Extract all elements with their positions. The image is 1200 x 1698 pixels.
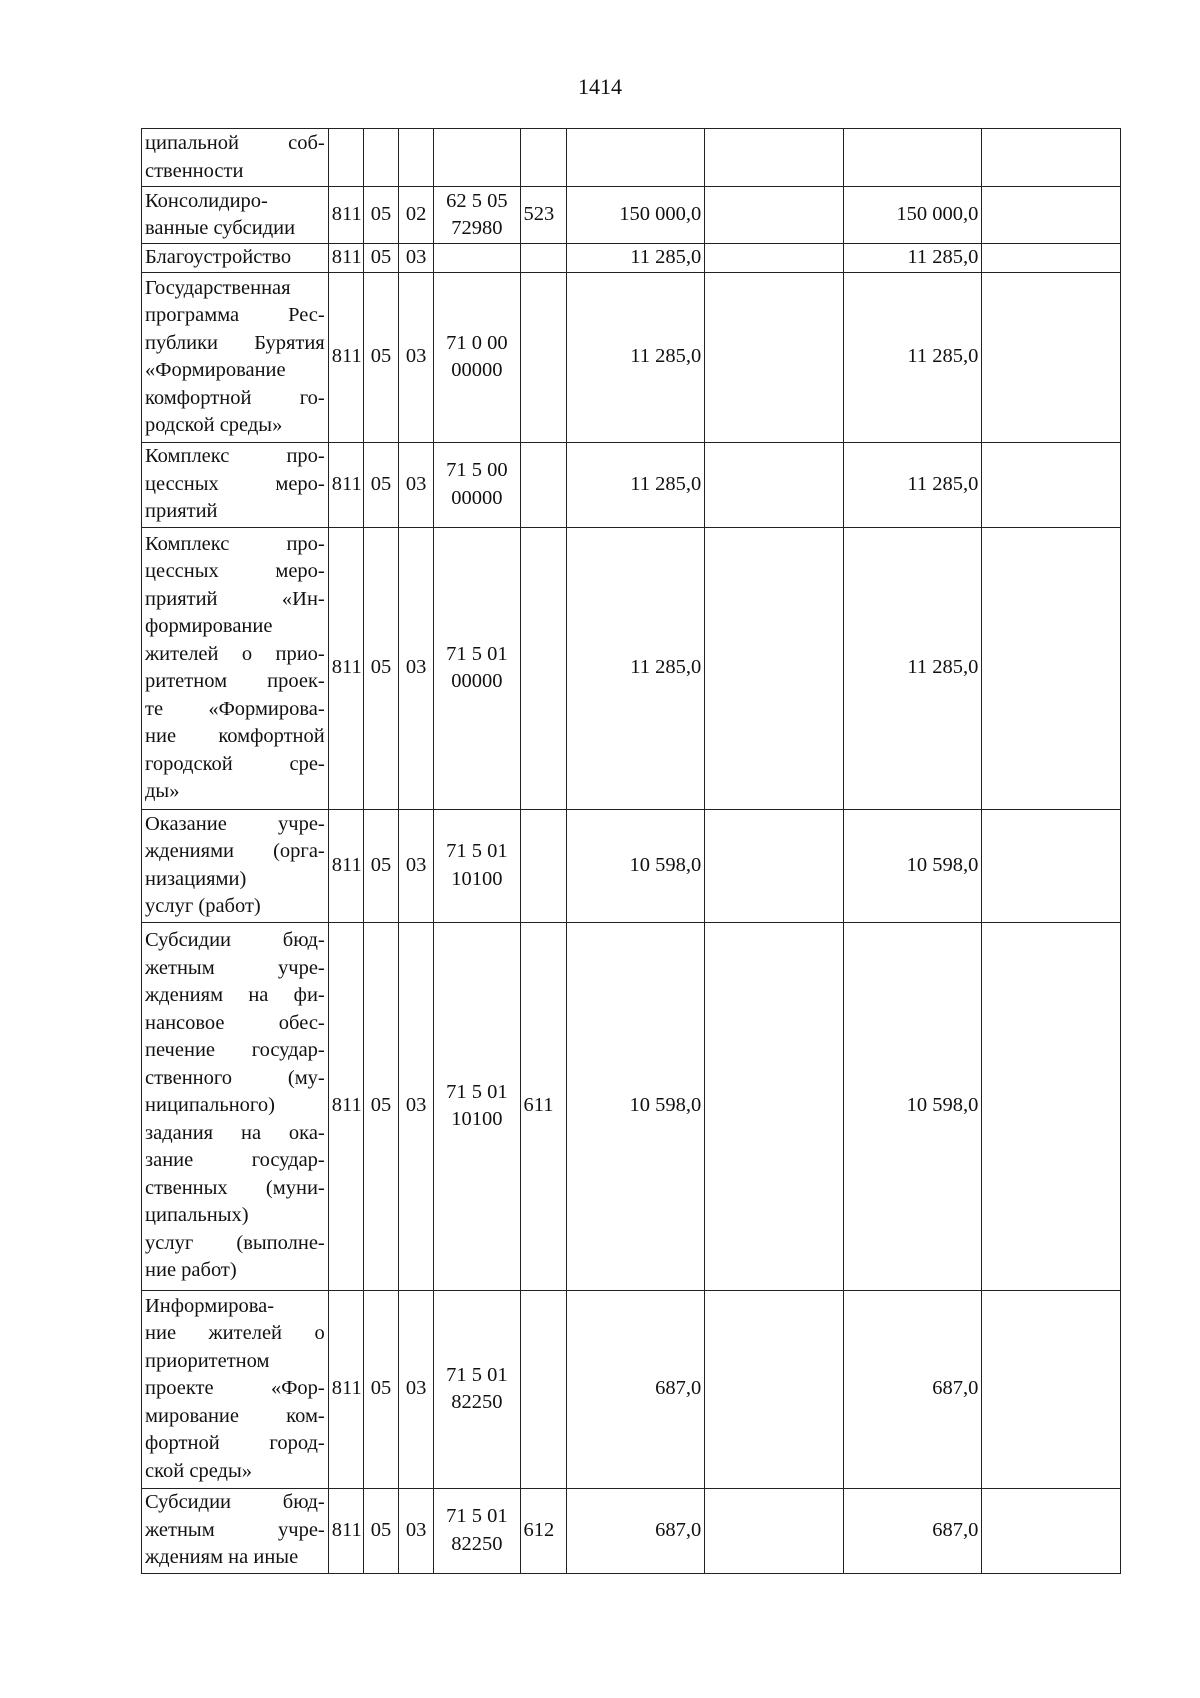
cell-pr: 03 — [399, 442, 434, 527]
cell-pr: 03 — [399, 244, 434, 273]
cell-amount-2 — [705, 809, 844, 922]
cell-gr — [328, 129, 363, 187]
cell-amount-2 — [705, 272, 844, 442]
target-article-line: 00000 — [451, 486, 503, 509]
name-line: ждениями (орга- — [145, 840, 325, 862]
cell-name — [142, 922, 329, 1290]
cell-gr: 811 — [328, 527, 363, 809]
name-line: мирование ком- — [145, 1404, 325, 1427]
target-article-line: 10100 — [451, 1108, 503, 1130]
cell-expense-type: 523 — [520, 187, 566, 244]
name-line: задания на ока- — [145, 1121, 325, 1144]
cell-amount-3: 687,0 — [843, 1488, 982, 1573]
cell-amount-3: 11 285,0 — [843, 272, 982, 442]
cell-amount-4 — [982, 129, 1121, 187]
cell-target-article — [434, 272, 520, 442]
budget-table — [141, 128, 1121, 1574]
target-article-line: 71 5 01 — [446, 1363, 508, 1386]
cell-expense-type — [520, 1290, 566, 1488]
target-article-line: 62 5 05 — [446, 189, 508, 212]
cell-name — [142, 809, 329, 922]
target-article-line: 71 5 01 — [446, 1080, 508, 1103]
name-line: Благоустройство — [145, 246, 292, 268]
target-article-line: 82250 — [451, 1532, 503, 1555]
page-number: 1414 — [578, 74, 622, 99]
cell-amount-3: 11 285,0 — [843, 442, 982, 527]
cell-amount-2 — [705, 1488, 844, 1573]
name-line: ниципального) — [145, 1094, 275, 1117]
cell-amount-3: 11 285,0 — [843, 527, 982, 809]
name-line: Оказание учре- — [145, 812, 325, 835]
name-line: Комплекс про- — [145, 532, 325, 555]
table-row — [142, 187, 1121, 244]
cell-target-article — [434, 809, 520, 922]
name-line: приятий — [145, 500, 218, 523]
cell-target-article — [434, 442, 520, 527]
cell-rz: 05 — [363, 1488, 398, 1573]
cell-amount-4 — [982, 1290, 1121, 1488]
name-line: низациями) — [145, 867, 247, 890]
cell-rz: 05 — [363, 272, 398, 442]
cell-expense-type — [520, 527, 566, 809]
cell-target-article — [434, 187, 520, 244]
cell-amount-3: 11 285,0 — [843, 244, 982, 273]
table-row — [142, 244, 1121, 273]
name-line: Информирова- — [145, 1294, 275, 1317]
name-line: Субсидии бюд- — [145, 1491, 325, 1514]
cell-amount-3: 687,0 — [843, 1290, 982, 1488]
table-row — [142, 922, 1121, 1290]
name-line: ждениям на иные — [145, 1546, 299, 1569]
name-line: ванные субсидии — [145, 217, 296, 239]
target-article-line: 71 0 00 — [446, 331, 508, 354]
table-row — [142, 527, 1121, 809]
name-line: родской среды» — [145, 414, 283, 436]
cell-name — [142, 527, 329, 809]
name-line: жителей о прио- — [145, 642, 325, 665]
cell-amount-3: 10 598,0 — [843, 809, 982, 922]
name-line: Государственная — [145, 276, 291, 299]
cell-amount-4 — [982, 442, 1121, 527]
name-line: жетным учре- — [145, 956, 325, 979]
cell-name — [142, 1290, 329, 1488]
cell-gr: 811 — [328, 244, 363, 273]
cell-gr: 811 — [328, 922, 363, 1290]
name-line: ственности — [145, 159, 244, 182]
cell-expense-type — [520, 129, 566, 187]
cell-pr: 03 — [399, 809, 434, 922]
cell-amount-3: 10 598,0 — [843, 922, 982, 1290]
cell-name — [142, 442, 329, 527]
name-line: Субсидии бюд- — [145, 929, 325, 952]
table-row — [142, 1488, 1121, 1573]
name-line: услуг (выполне- — [145, 1231, 325, 1254]
cell-pr: 03 — [399, 272, 434, 442]
cell-gr: 811 — [328, 1488, 363, 1573]
cell-rz: 05 — [363, 527, 398, 809]
cell-rz: 05 — [363, 244, 398, 273]
name-line: программа Рес- — [145, 304, 325, 326]
cell-target-article — [434, 922, 520, 1290]
cell-amount-3 — [843, 129, 982, 187]
cell-rz: 05 — [363, 187, 398, 244]
table-row — [142, 129, 1121, 187]
cell-gr: 811 — [328, 442, 363, 527]
cell-expense-type: 611 — [520, 922, 566, 1290]
cell-amount-4 — [982, 1488, 1121, 1573]
name-line: приоритетном — [145, 1349, 270, 1372]
cell-name — [142, 244, 329, 273]
target-article-line: 82250 — [451, 1391, 503, 1413]
name-line: городской сре- — [145, 752, 325, 775]
name-line: приятий «Ин- — [145, 587, 325, 610]
cell-amount-2 — [705, 442, 844, 527]
cell-amount-1 — [566, 129, 705, 187]
cell-gr: 811 — [328, 187, 363, 244]
name-line: «Формирование — [145, 359, 286, 381]
cell-amount-4 — [982, 272, 1121, 442]
name-line: комфортной го- — [145, 386, 325, 409]
name-line: ние жителей о — [145, 1322, 325, 1345]
cell-amount-2 — [705, 244, 844, 273]
name-line: те «Формирова- — [145, 697, 325, 720]
cell-amount-3: 150 000,0 — [843, 187, 982, 244]
name-line: ципальной соб- — [145, 132, 325, 154]
cell-amount-4 — [982, 244, 1121, 273]
target-article-line: 10100 — [451, 867, 503, 890]
cell-target-article — [434, 527, 520, 809]
cell-pr: 03 — [399, 527, 434, 809]
cell-expense-type — [520, 272, 566, 442]
cell-gr: 811 — [328, 809, 363, 922]
name-line: цессных меро- — [145, 472, 325, 495]
cell-pr — [399, 129, 434, 187]
name-line: ждениям на фи- — [145, 984, 325, 1007]
cell-amount-1: 11 285,0 — [566, 442, 705, 527]
cell-target-article — [434, 244, 520, 273]
target-article-line: 71 5 00 — [446, 459, 508, 481]
name-line: зание государ- — [145, 1149, 325, 1172]
name-line: услуг (работ) — [145, 895, 261, 917]
name-line: жетным учре- — [145, 1518, 325, 1541]
cell-name — [142, 187, 329, 244]
cell-gr: 811 — [328, 272, 363, 442]
target-article-line: 00000 — [451, 359, 503, 381]
cell-amount-2 — [705, 187, 844, 244]
table-row — [142, 442, 1121, 527]
name-line: проекте «Фор- — [145, 1377, 325, 1400]
cell-target-article — [434, 1290, 520, 1488]
name-line: Консолидиро- — [145, 189, 268, 212]
cell-target-article — [434, 1488, 520, 1573]
target-article-line: 71 5 01 — [446, 840, 508, 862]
cell-amount-4 — [982, 187, 1121, 244]
table-body — [142, 129, 1121, 1574]
target-article-line: 71 5 01 — [446, 1505, 508, 1527]
name-line: фортной город- — [145, 1432, 325, 1455]
cell-amount-2 — [705, 922, 844, 1290]
cell-amount-1: 150 000,0 — [566, 187, 705, 244]
cell-expense-type — [520, 244, 566, 273]
name-line: ритетном проек- — [145, 670, 325, 692]
name-line: ние комфортной — [145, 725, 325, 747]
name-line: ние работ) — [145, 1259, 237, 1282]
cell-amount-1: 687,0 — [566, 1488, 705, 1573]
cell-rz — [363, 129, 398, 187]
cell-rz: 05 — [363, 442, 398, 527]
cell-amount-1: 11 285,0 — [566, 244, 705, 273]
cell-name — [142, 129, 329, 187]
target-article-line: 00000 — [451, 670, 503, 692]
cell-rz: 05 — [363, 809, 398, 922]
cell-target-article — [434, 129, 520, 187]
cell-gr: 811 — [328, 1290, 363, 1488]
name-line: ской среды» — [145, 1459, 252, 1482]
cell-rz: 05 — [363, 922, 398, 1290]
cell-amount-1: 10 598,0 — [566, 809, 705, 922]
cell-pr: 02 — [399, 187, 434, 244]
cell-expense-type: 612 — [520, 1488, 566, 1573]
cell-rz: 05 — [363, 1290, 398, 1488]
name-line: ципальных) — [145, 1204, 249, 1227]
cell-amount-1: 10 598,0 — [566, 922, 705, 1290]
name-line: ды» — [145, 780, 180, 802]
cell-amount-2 — [705, 527, 844, 809]
name-line: ственного (му- — [145, 1066, 325, 1089]
cell-pr: 03 — [399, 1488, 434, 1573]
cell-amount-4 — [982, 922, 1121, 1290]
name-line: нансовое обес- — [145, 1011, 325, 1034]
name-line: печение государ- — [145, 1039, 325, 1062]
name-line: формирование — [145, 615, 273, 637]
cell-expense-type — [520, 809, 566, 922]
cell-amount-2 — [705, 129, 844, 187]
cell-amount-4 — [982, 527, 1121, 809]
name-line: цессных меро- — [145, 560, 325, 582]
cell-amount-4 — [982, 809, 1121, 922]
cell-amount-1: 11 285,0 — [566, 527, 705, 809]
cell-amount-1: 687,0 — [566, 1290, 705, 1488]
cell-name — [142, 1488, 329, 1573]
name-line: Комплекс про- — [145, 445, 325, 468]
table-row — [142, 1290, 1121, 1488]
target-article-line: 71 5 01 — [446, 642, 508, 665]
cell-expense-type — [520, 442, 566, 527]
target-article-line: 72980 — [451, 217, 503, 239]
name-line: публики Бурятия — [145, 331, 325, 354]
table-row — [142, 809, 1121, 922]
cell-amount-1: 11 285,0 — [566, 272, 705, 442]
cell-pr: 03 — [399, 1290, 434, 1488]
table-row — [142, 272, 1121, 442]
cell-pr: 03 — [399, 922, 434, 1290]
cell-amount-2 — [705, 1290, 844, 1488]
cell-name — [142, 272, 329, 442]
name-line: ственных (муни- — [145, 1176, 325, 1199]
